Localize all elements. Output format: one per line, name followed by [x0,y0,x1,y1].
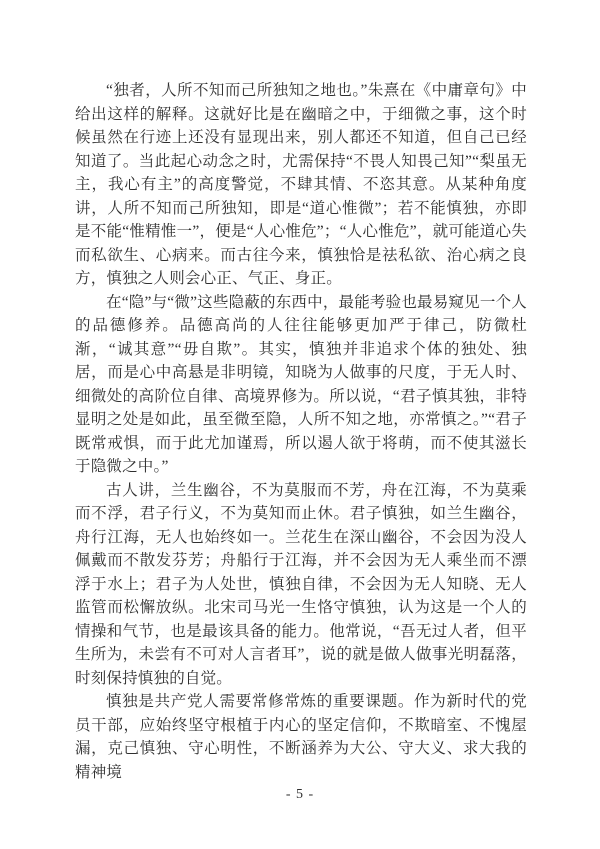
document-body-text [75,79,527,784]
paragraph-3: 古人讲，兰生幽谷，不为莫服而不芳，舟在江海，不为莫乘而不浮，君子行义，不为莫知而止休。君子慎独，如兰生幽谷，舟行江海，无人也始终如一。兰花生在深山幽谷，不会因为没人佩戴而不散发芬芳；舟船行于江海，并不会因为无人乘坐而不漂浮于水上；君子为人处世，慎独自律，不会因为无人知晓、无人监管而松懈放纵。北宋司马光一生恪守慎独，认为这是一个人的情操和气节，也是最该具备的能力。他常说，“吾无过人者，但平生所为，未尝有不可对人言者耳”，说的就是做人做事光明磊落，时刻保持慎独的自觉。 [75,481,527,687]
paragraph-4: 慎独是共产党人需要常修常炼的重要课题。作为新时代的党员干部，应始终坚守根植于内心的坚定信仰，不欺暗室、不愧屋漏，克己慎独、守心明性，不断涵养为大公、守大义、求大我的精神境 [75,693,527,781]
paragraph-2: 在“隐”与“微”这些隐蔽的东西中，最能考验也最易窥见一个人的品德修养。品德高尚的人往往能够更加严于律己，防微杜渐，“诚其意”“毋自欺”。其实，慎独并非追求个体的独处、独居，而是心中高悬是非明镜，知晓为人做事的尺度，于无人时、细微处的高阶位自律、高境界修为。所以说，“君子慎其独，非特显明之处是如此，虽至微至隐，人所不知之地，亦常慎之。”“君子既常戒惧，而于此尤加谨焉，所以遏人欲于将萌，而不使其滋长于隐微之中。” [75,293,527,475]
paragraph-1: “独者，人所不知而己所独知之地也。”朱熹在《中庸章句》中给出这样的解释。这就好比是在幽暗之中，于细微之事，这个时候虽然在行迹上还没有显现出来，别人都还不知道，但自己已经知道了。当此起心动念之时，尤需保持“不畏人知畏己知”“梨虽无主，我心有主”的高度警觉，不肆其情、不恣其意。从某种角度讲，人所不知而己所独知，即是“道心惟微”；若不能慎独，亦即是不能“惟精惟一”，便是“人心惟危”；“人心惟危”，就可能道心失而私欲生、心病来。而古往今来，慎独恰是祛私欲、治心病之良方，慎独之人则会心正、气正、身正。 [75,82,527,287]
page-number: - 5 - [285,787,315,802]
